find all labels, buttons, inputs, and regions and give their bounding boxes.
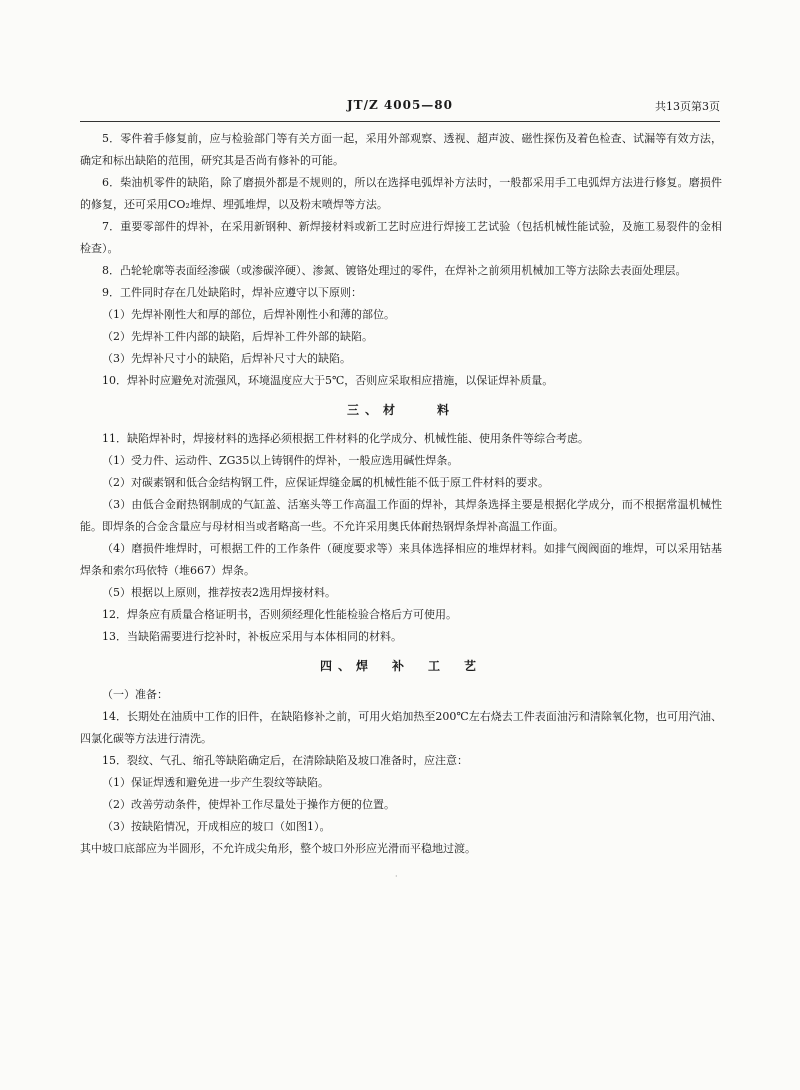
closing-line: 其中坡口底部应为半圆形，不允许成尖角形，整个坡口外形应光滑而平稳地过渡。 [80, 842, 476, 855]
section-3-title: 三、材 料 [346, 403, 455, 417]
paragraph-8: 8．凸轮轮廓等表面经渗碳（或渗碳淬硬）、渗氮、镀铬处理过的零件，在焊补之前须用机械加工等方法除去表面处理层。 [102, 264, 687, 277]
paragraph-11: 11．缺陷焊补时，焊接材料的选择必须根据工件材料的化学成分、机械性能、使用条件等综合考虑。 [102, 432, 589, 445]
rule-9-1: （1）先焊补刚性大和厚的部位，后焊补刚性小和薄的部位。 [102, 308, 395, 321]
paragraph-6: 6．柴油机零件的缺陷，除了磨损外都是不规则的，所以在选择电弧焊补方法时，一般都采用手工电弧焊方法进行修复。磨损件的修复，还可采用CO₂堆焊、埋弧堆焊，以及粉末喷焊等方法。 [80, 176, 722, 211]
paragraph-5: 5．零件着手修复前，应与检验部门等有关方面一起，采用外部观察、透视、超声波、磁性探伤及着色检查、试漏等有效方法，确定和标出缺陷的范围，研究其是否尚有修补的可能。 [80, 132, 722, 167]
paragraph-7: 7．重要零部件的焊补，在采用新钢种、新焊接材料或新工艺时应进行焊接工艺试验（包括机械性能试验，及施工易裂件的金相检查）。 [80, 220, 722, 255]
standard-number: JT/Z 4005—80 [346, 98, 454, 112]
paragraph-15: 15．裂纹、气孔、缩孔等缺陷确定后，在清除缺陷及坡口准备时，应注意： [102, 754, 468, 767]
paragraph-14: 14．长期处在油质中工作的旧件，在缺陷修补之前，可用火焰加热至200℃左右烧去工件表面油污和清除氧化物，也可用汽油、四氯化碳等方法进行清洗。 [80, 710, 722, 745]
rule-9-2: （2）先焊补工件内部的缺陷，后焊补工件外部的缺陷。 [102, 330, 373, 343]
section-4-title: 四、焊 补 工 艺 [319, 659, 482, 673]
rule-9-3: （3）先焊补尺寸小的缺陷，后焊补尺寸大的缺陷。 [102, 352, 351, 365]
item-15-1: （1）保证焊透和避免进一步产生裂纹等缺陷。 [102, 776, 329, 789]
page-header [80, 98, 720, 120]
paragraph-10: 10．焊补时应避免对流强风，环境温度应大于5℃，否则应采取相应措施，以保证焊补质量。 [102, 374, 554, 387]
item-11-1: （1）受力件、运动件、ZG35以上铸钢件的焊补，一般应选用碱性焊条。 [102, 454, 459, 467]
document-body [80, 128, 722, 860]
paragraph-9: 9．工件同时存在几处缺陷时，焊补应遵守以下原则： [102, 286, 362, 299]
subsection-1-title: （一）准备： [102, 688, 168, 701]
header-rule [80, 121, 720, 122]
item-15-2: （2）改善劳动条件，使焊补工作尽量处于操作方便的位置。 [102, 798, 395, 811]
paragraph-13: 13．当缺陷需要进行挖补时，补板应采用与本体相同的材料。 [102, 630, 402, 643]
item-15-3: （3）按缺陷情况，开成相应的坡口（如图1）。 [102, 820, 331, 833]
paragraph-12: 12．焊条应有质量合格证明书，否则须经理化性能检验合格后方可使用。 [102, 608, 457, 621]
item-11-3: （3）由低合金耐热钢制成的气缸盖、活塞头等工作高温工作面的焊补，其焊条选择主要是根据化学成分，而不根据常温机械性能。即焊条的合金含量应与母材相当或者略高一些。不允许采用奥氏体耐热钢焊条焊补高温工作面。 [80, 498, 722, 533]
page-dot: · [395, 872, 398, 881]
item-11-5: （5）根据以上原则，推荐按表2选用焊接材料。 [102, 586, 336, 599]
page-info: 共13页第3页 [655, 100, 720, 113]
item-11-2: （2）对碳素钢和低合金结构钢工件，应保证焊缝金属的机械性能不低于原工件材料的要求。 [102, 476, 549, 489]
item-11-4: （4）磨损件堆焊时，可根据工件的工作条件（硬度要求等）来具体选择相应的堆焊材料。如排气阀阀面的堆焊，可以采用钴基焊条和索尔玛依特（堆667）焊条。 [80, 542, 722, 577]
